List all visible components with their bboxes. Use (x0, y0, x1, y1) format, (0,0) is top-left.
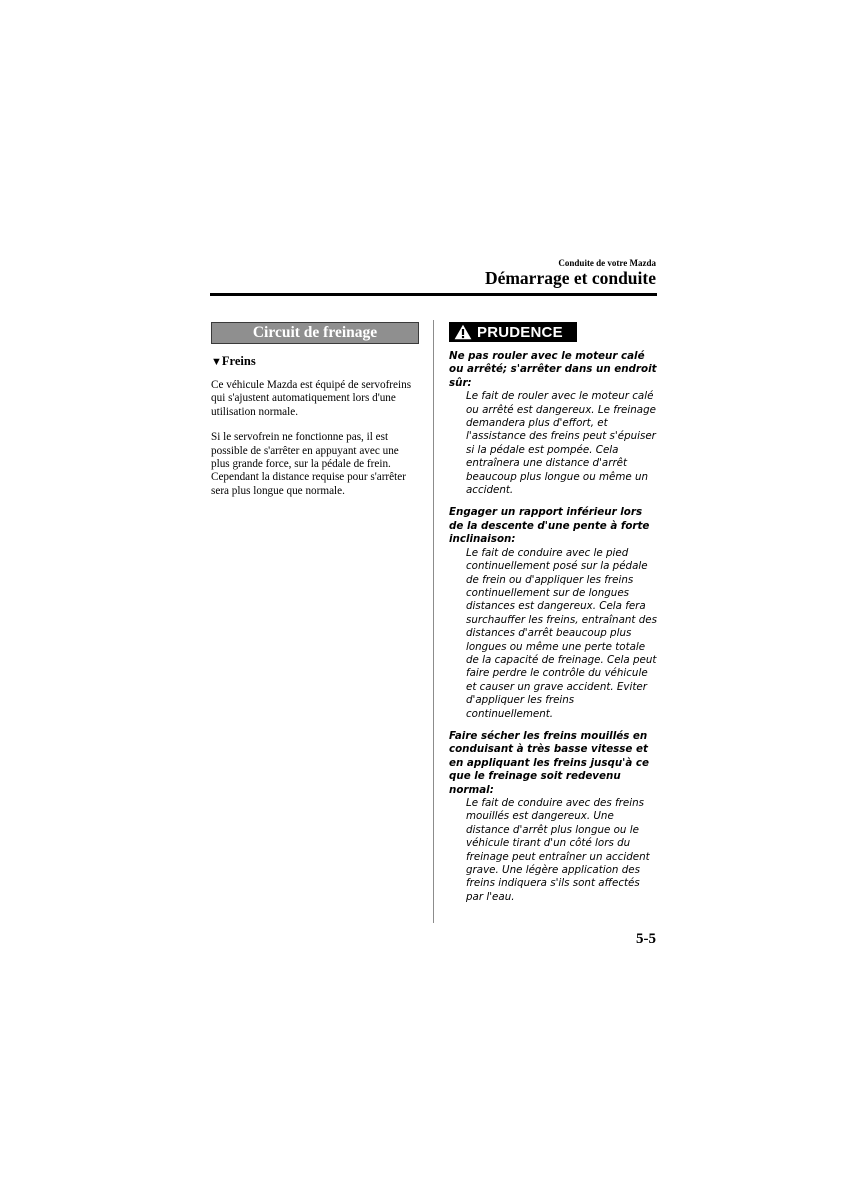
section-title: Circuit de freinage (211, 322, 419, 344)
caution-item-heading: Engager un rapport inférieur lors de la descente d'une pente à forte inclinaison: (449, 506, 650, 546)
caution-item-body: Le fait de rouler avec le moteur calé ou arrêté est dangereux. Le freinage demandera plus d'effort, et l'assistance des freins peut s'épuiser si la pédale est pompée. Cela entraînera une distance d'arrêt beaucoup plus longue ou même un accident. (466, 390, 656, 497)
triangle-down-icon: ▼ (211, 356, 222, 368)
running-header-title: Démarrage et conduite (484, 268, 656, 288)
caution-badge (449, 322, 577, 342)
caution-label: PRUDENCE (477, 323, 563, 341)
left-column (211, 322, 419, 498)
body-paragraph: Ce véhicule Mazda est équipé de servofreins qui s'ajustent automatiquement lors d'une utilisation normale. (211, 379, 412, 418)
running-header-subtitle: Conduite de votre Mazda (558, 258, 656, 268)
right-column (449, 322, 659, 904)
body-paragraph: Si le servofrein ne fonctionne pas, il est possible de s'arrêter en appuyant avec une plus grande force, sur la pédale de frein. Cependant la distance requise pour s'arrêter sera plus longue que normale. (211, 431, 406, 497)
subsection-heading (211, 354, 419, 369)
caution-item-heading: Faire sécher les freins mouillés en conduisant à très basse vitesse et en appliquant les freins jusqu'à ce que le freinage soit redevenu normal: (449, 729, 649, 796)
page-number: 5-5 (636, 931, 656, 947)
caution-item-body: Le fait de conduire avec le pied continuellement posé sur la pédale de frein ou d'appliquer les freins continuellement sur de longues distances est dangereux. Cela fera surchauffer les freins, entraînant des distances d'arrêt beaucoup plus longues ou même une perte totale de la capacité de freinage. Cela peut faire perdre le contrôle du véhicule et causer un grave accident. Eviter d'appliquer les freins continuellement. (466, 546, 657, 720)
caution-item (449, 350, 659, 497)
caution-item-body: Le fait de conduire avec des freins mouillés est dangereux. Une distance d'arrêt plus longue ou le véhicule tirant d'un côté lors du freinage peut entraîner un accident grave. Une légère application des freins indiquera s'ils sont affectés par l'eau. (466, 797, 650, 903)
column-divider (433, 320, 434, 923)
caution-item (449, 506, 659, 721)
subsection-title: Freins (221, 354, 256, 368)
caution-item (449, 730, 659, 904)
caution-item-heading: Ne pas rouler avec le moteur calé ou arrêté; s'arrêter dans un endroit sûr: (449, 350, 657, 389)
warning-triangle-icon (454, 324, 472, 340)
header-rule (210, 293, 657, 296)
